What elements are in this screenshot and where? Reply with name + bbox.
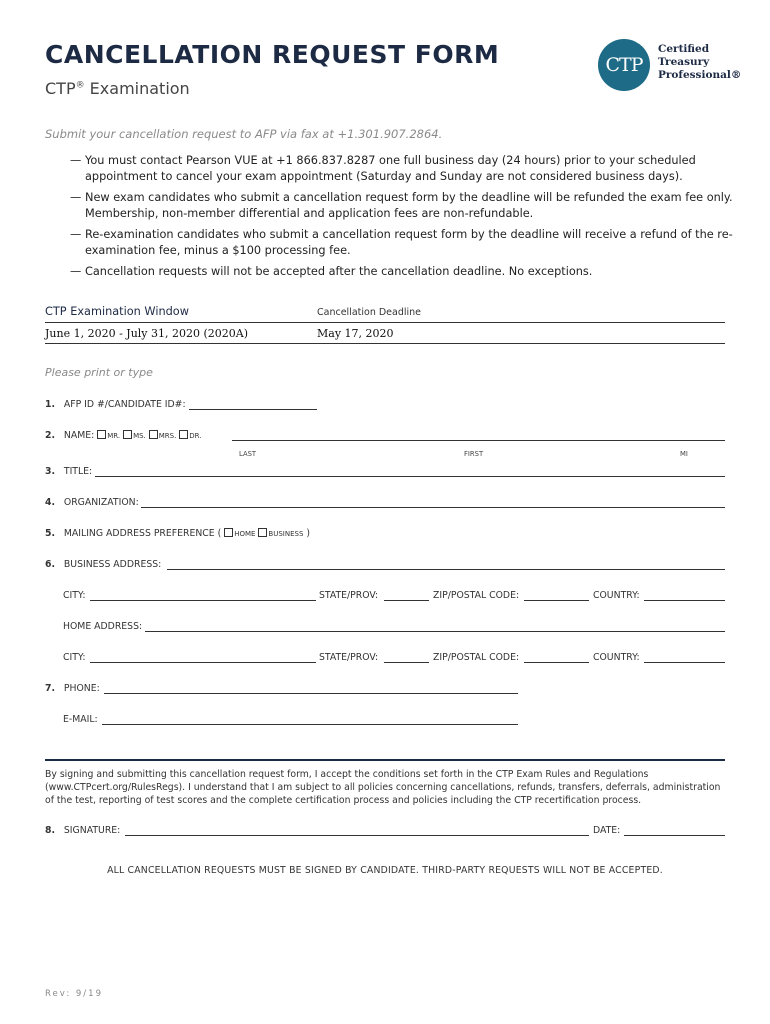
last-name-label: LAST: [239, 450, 257, 458]
policy-item: — New exam candidates who submit a cancellation request form by the deadline will be refunded the exam fee only. Membership, non-member differential and application fees are non-refundable.: [70, 191, 733, 220]
home-country-input[interactable]: [644, 662, 725, 663]
afp-id-input[interactable]: [189, 409, 317, 410]
first-name-label: FIRST: [464, 450, 484, 458]
policy-item: — You must contact Pearson VUE at +1 866.837.8287 one full business day (24 hours) prior to your scheduled appointment to cancel your exam appointment (Saturday and Sunday are not considered business days).: [70, 154, 696, 183]
home-country-label: COUNTRY:: [593, 652, 640, 663]
policy-item: — Cancellation requests will not be accepted after the cancellation deadline. No exceptions.: [70, 265, 593, 278]
ctp-logo: [598, 39, 742, 91]
home-state-label: STATE/PROV:: [319, 652, 379, 663]
mr-checkbox[interactable]: [97, 430, 106, 439]
business-checkbox[interactable]: [258, 528, 267, 537]
revision-label: Rev: 9/19: [45, 989, 103, 999]
section-divider: [45, 759, 725, 761]
field-signature-label: 8. SIGNATURE:: [45, 825, 121, 836]
middle-initial-label: MI: [680, 450, 688, 458]
business-address-input[interactable]: [167, 569, 725, 570]
business-city-label: CITY:: [63, 590, 86, 601]
field-mailing-preference-label: 5. MAILING ADDRESS PREFERENCE ( HOME BUSINESS ): [45, 528, 310, 539]
home-zip-input[interactable]: [524, 662, 589, 663]
fax-instruction: Submit your cancellation request to AFP via fax at +1.301.907.2864.: [45, 127, 443, 141]
print-note: Please print or type: [45, 366, 153, 379]
field-phone-label: 7. PHONE:: [45, 683, 100, 694]
home-zip-label: ZIP/POSTAL CODE:: [433, 652, 520, 663]
date-input[interactable]: [624, 835, 725, 836]
business-city-input[interactable]: [90, 600, 316, 601]
phone-input[interactable]: [104, 693, 518, 694]
deadline-header: Cancellation Deadline: [317, 307, 422, 318]
name-input[interactable]: [232, 440, 725, 441]
deadline-value: May 17, 2020: [317, 327, 394, 340]
table-rule-bottom: [45, 343, 725, 344]
business-state-input[interactable]: [384, 600, 429, 601]
email-input[interactable]: [102, 724, 518, 725]
email-label: E-MAIL:: [63, 714, 98, 725]
policy-item: — Re-examination candidates who submit a cancellation request form by the deadline will receive a refund of the re-examination fee, minus a $100 processing fee.: [70, 228, 733, 257]
business-country-input[interactable]: [644, 600, 725, 601]
ctp-logo-mark: CTP: [598, 39, 650, 91]
date-label: DATE:: [593, 825, 621, 836]
field-organization-label: 4. ORGANIZATION:: [45, 497, 139, 508]
business-state-label: STATE/PROV:: [319, 590, 379, 601]
form-subtitle: CTP® Examination: [45, 79, 190, 98]
field-business-address-label: 6. BUSINESS ADDRESS:: [45, 559, 162, 570]
field-title-label: 3. TITLE:: [45, 466, 93, 477]
ctp-logo-text: Certified Treasury Professional®: [658, 43, 742, 81]
mrs-checkbox[interactable]: [149, 430, 158, 439]
policy-list: [70, 153, 735, 285]
home-city-input[interactable]: [90, 662, 316, 663]
signature-input[interactable]: [125, 835, 589, 836]
home-city-label: CITY:: [63, 652, 86, 663]
field-name-label: 2. NAME: MR. MS. MRS. DR.: [45, 430, 202, 441]
signature-notice: ALL CANCELLATION REQUESTS MUST BE SIGNED BY CANDIDATE. THIRD-PARTY REQUESTS WILL NOT BE ACCEPTED.: [107, 865, 663, 876]
form-title: CANCELLATION REQUEST FORM: [45, 40, 500, 69]
exam-window-header: CTP Examination Window: [45, 305, 189, 318]
home-address-label: HOME ADDRESS:: [63, 621, 143, 632]
business-zip-label: ZIP/POSTAL CODE:: [433, 590, 520, 601]
exam-window-value: June 1, 2020 - July 31, 2020 (2020A): [45, 327, 249, 340]
home-checkbox[interactable]: [224, 528, 233, 537]
consent-disclaimer: By signing and submitting this cancellation request form, I accept the conditions set forth in the CTP Exam Rules and Regulations (www.CTPcert.org/RulesRegs). I understand that I am subject to all policies concerning cancellations, refunds, transfers, deferrals, administration of the test, reporting of test scores and the complete certification process and policies including the CTP recertification process.: [45, 769, 721, 806]
dr-checkbox[interactable]: [179, 430, 188, 439]
table-rule-top: [45, 322, 725, 323]
home-address-input[interactable]: [145, 631, 725, 632]
home-state-input[interactable]: [384, 662, 429, 663]
field-afp-id-label: 1. AFP ID #/CANDIDATE ID#:: [45, 399, 186, 410]
title-input[interactable]: [95, 476, 725, 477]
business-country-label: COUNTRY:: [593, 590, 640, 601]
organization-input[interactable]: [141, 507, 725, 508]
business-zip-input[interactable]: [524, 600, 589, 601]
ms-checkbox[interactable]: [123, 430, 132, 439]
